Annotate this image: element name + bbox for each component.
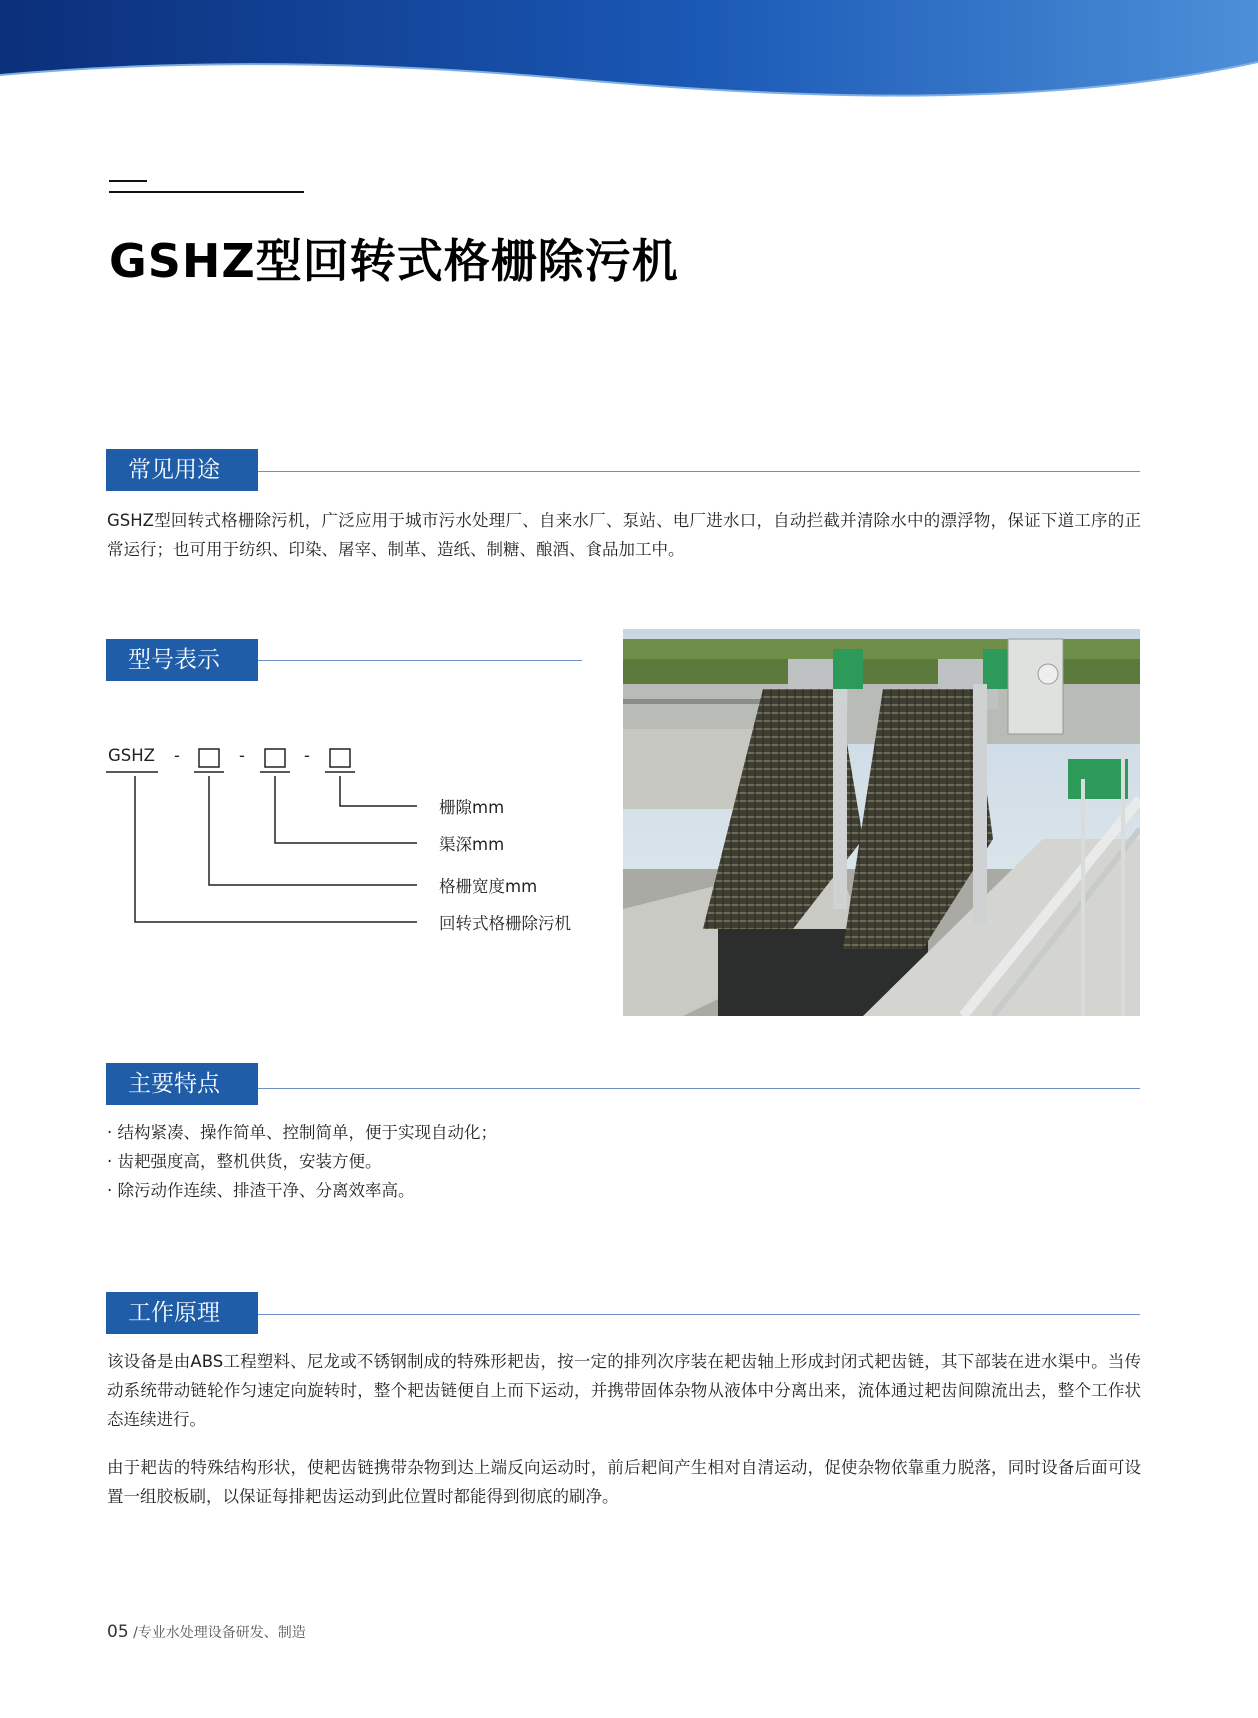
- principle-paragraph: 该设备是由ABS工程塑料、尼龙或不锈钢制成的特殊形耙齿，按一定的排列次序装在耙齿轴上形成封闭式耙齿链，其下部装在进水渠中。当传动系统带动链轮作匀速定向旋转时，整个耙齿链便自上而下运动，并携带固体杂物从液体中分离出来，流体通过耙齿间隙流出去，整个工作状态连续进行。: [107, 1352, 1141, 1429]
- page-footer: [107, 1622, 306, 1642]
- list-item: · 除污动作连续、排渣干净、分离效率高。: [107, 1176, 497, 1205]
- title-rule-accent: [109, 180, 147, 182]
- page-title: GSHZ型回转式格栅除污机: [109, 234, 679, 288]
- model-label-gap: 栅隙mm: [439, 798, 505, 817]
- model-bracket-lines: [105, 730, 425, 960]
- model-label-width: 格栅宽度mm: [439, 877, 538, 896]
- page-number: 05: [107, 1622, 129, 1642]
- section-heading-usage: 常见用途: [106, 449, 258, 491]
- title-rule: [109, 191, 304, 193]
- features-list: [107, 1118, 497, 1205]
- list-item: · 齿耙强度高，整机供货，安装方便。: [107, 1147, 497, 1176]
- model-code: GSHZ: [108, 746, 155, 765]
- model-separator: -: [304, 746, 310, 765]
- model-label-depth: 渠深mm: [439, 835, 505, 854]
- principle-paragraph: 由于耙齿的特殊结构形状，使耙齿链携带杂物到达上端反向运动时，前后耙间产生相对自清运动，促使杂物依靠重力脱落，同时设备后面可设置一组胶板刷，以保证每排耙齿运动到此位置时都能得到彻底的刷净。: [107, 1458, 1141, 1506]
- model-separator: -: [239, 746, 245, 765]
- model-label-name: 回转式格栅除污机: [439, 914, 571, 933]
- section-divider: [258, 471, 1140, 472]
- model-separator: -: [174, 746, 180, 765]
- product-photo: [623, 629, 1140, 1016]
- section-divider: [258, 1314, 1140, 1315]
- header-wave-banner: [0, 0, 1258, 110]
- section-heading-features: 主要特点: [106, 1063, 258, 1105]
- section-heading-principle: 工作原理: [106, 1292, 258, 1334]
- footer-text: /专业水处理设备研发、制造: [133, 1625, 306, 1641]
- section-divider: [258, 660, 582, 661]
- usage-paragraph: GSHZ型回转式格栅除污机，广泛应用于城市污水处理厂、自来水厂、泵站、电厂进水口，自动拦截并清除水中的漂浮物，保证下道工序的正常运行；也可用于纺织、印染、屠宰、制革、造纸、制糖、酿酒、食品加工中。: [107, 511, 1141, 559]
- section-divider: [258, 1088, 1140, 1089]
- section-heading-model: 型号表示: [106, 639, 258, 681]
- list-item: · 结构紧凑、操作简单、控制简单，便于实现自动化；: [107, 1118, 497, 1147]
- model-code-diagram: [105, 730, 605, 960]
